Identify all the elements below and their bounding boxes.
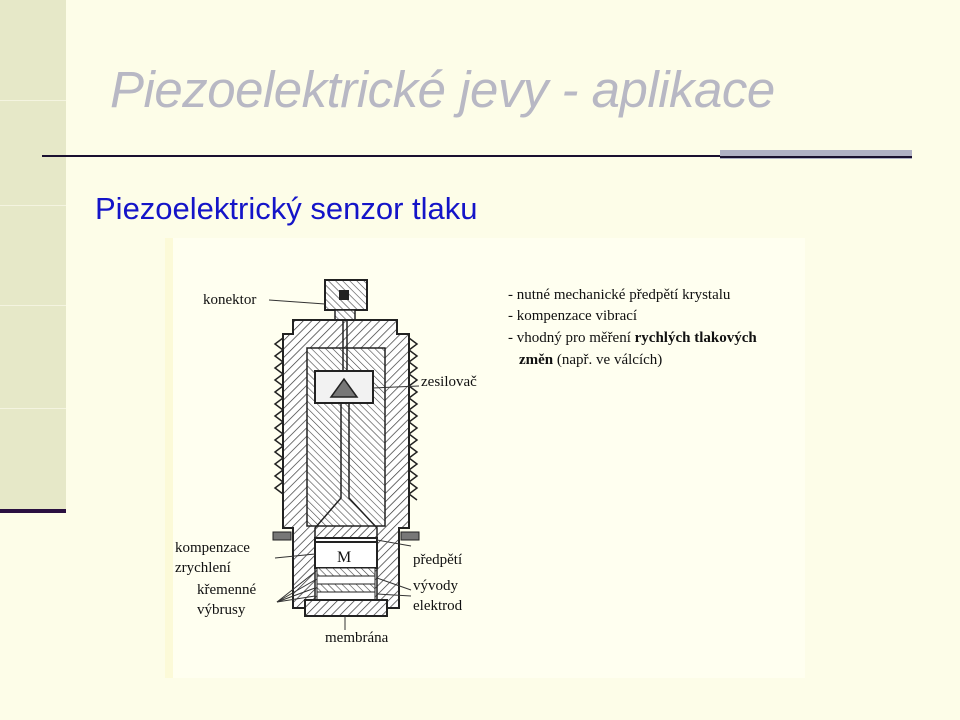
diagram-edge <box>165 238 173 678</box>
label-zrychleni: zrychlení <box>175 560 231 576</box>
label-membrana: membrána <box>325 630 389 646</box>
note-zmen-bold: změn <box>519 352 554 368</box>
title-rule-accent-line <box>720 156 912 158</box>
amplifier <box>315 371 373 403</box>
label-kompenzace: kompenzace <box>175 540 250 556</box>
note-predpeti: - nutné mechanické předpětí krystalu <box>508 287 731 303</box>
note-zmen-text: (např. ve válcích) <box>553 352 663 368</box>
side-strip-underline <box>0 509 66 513</box>
note-zmen <box>519 352 662 368</box>
side-strip-divider <box>0 408 66 409</box>
slide-subtitle: Piezoelektrický senzor tlaku <box>95 191 478 226</box>
side-strip-divider <box>0 205 66 206</box>
label-kremenne: křemenné <box>197 582 257 598</box>
side-strip-divider <box>0 100 66 101</box>
sensor-diagram-svg <box>165 238 805 678</box>
slide-title: Piezoelektrické jevy - aplikace <box>110 61 775 118</box>
connector <box>325 280 367 320</box>
note-kompenzace: - kompenzace vibrací <box>508 308 638 324</box>
label-elektrod: elektrod <box>413 598 463 614</box>
label-predpeti: předpětí <box>413 552 463 568</box>
label-konektor: konektor <box>203 292 257 308</box>
note-mereni-text: - vhodný pro měření <box>508 330 635 346</box>
note-mereni <box>508 330 757 346</box>
side-strip-divider <box>0 305 66 306</box>
side-strip <box>0 0 66 512</box>
sensor-notes <box>508 287 757 368</box>
sensor-diagram <box>165 238 805 678</box>
label-vyvody: vývody <box>413 578 458 594</box>
label-zesilovac: zesilovač <box>421 374 477 390</box>
label-mass: M <box>337 549 352 566</box>
note-mereni-bold: rychlých tlakových <box>634 330 757 346</box>
label-vybrusy: výbrusy <box>197 602 246 618</box>
